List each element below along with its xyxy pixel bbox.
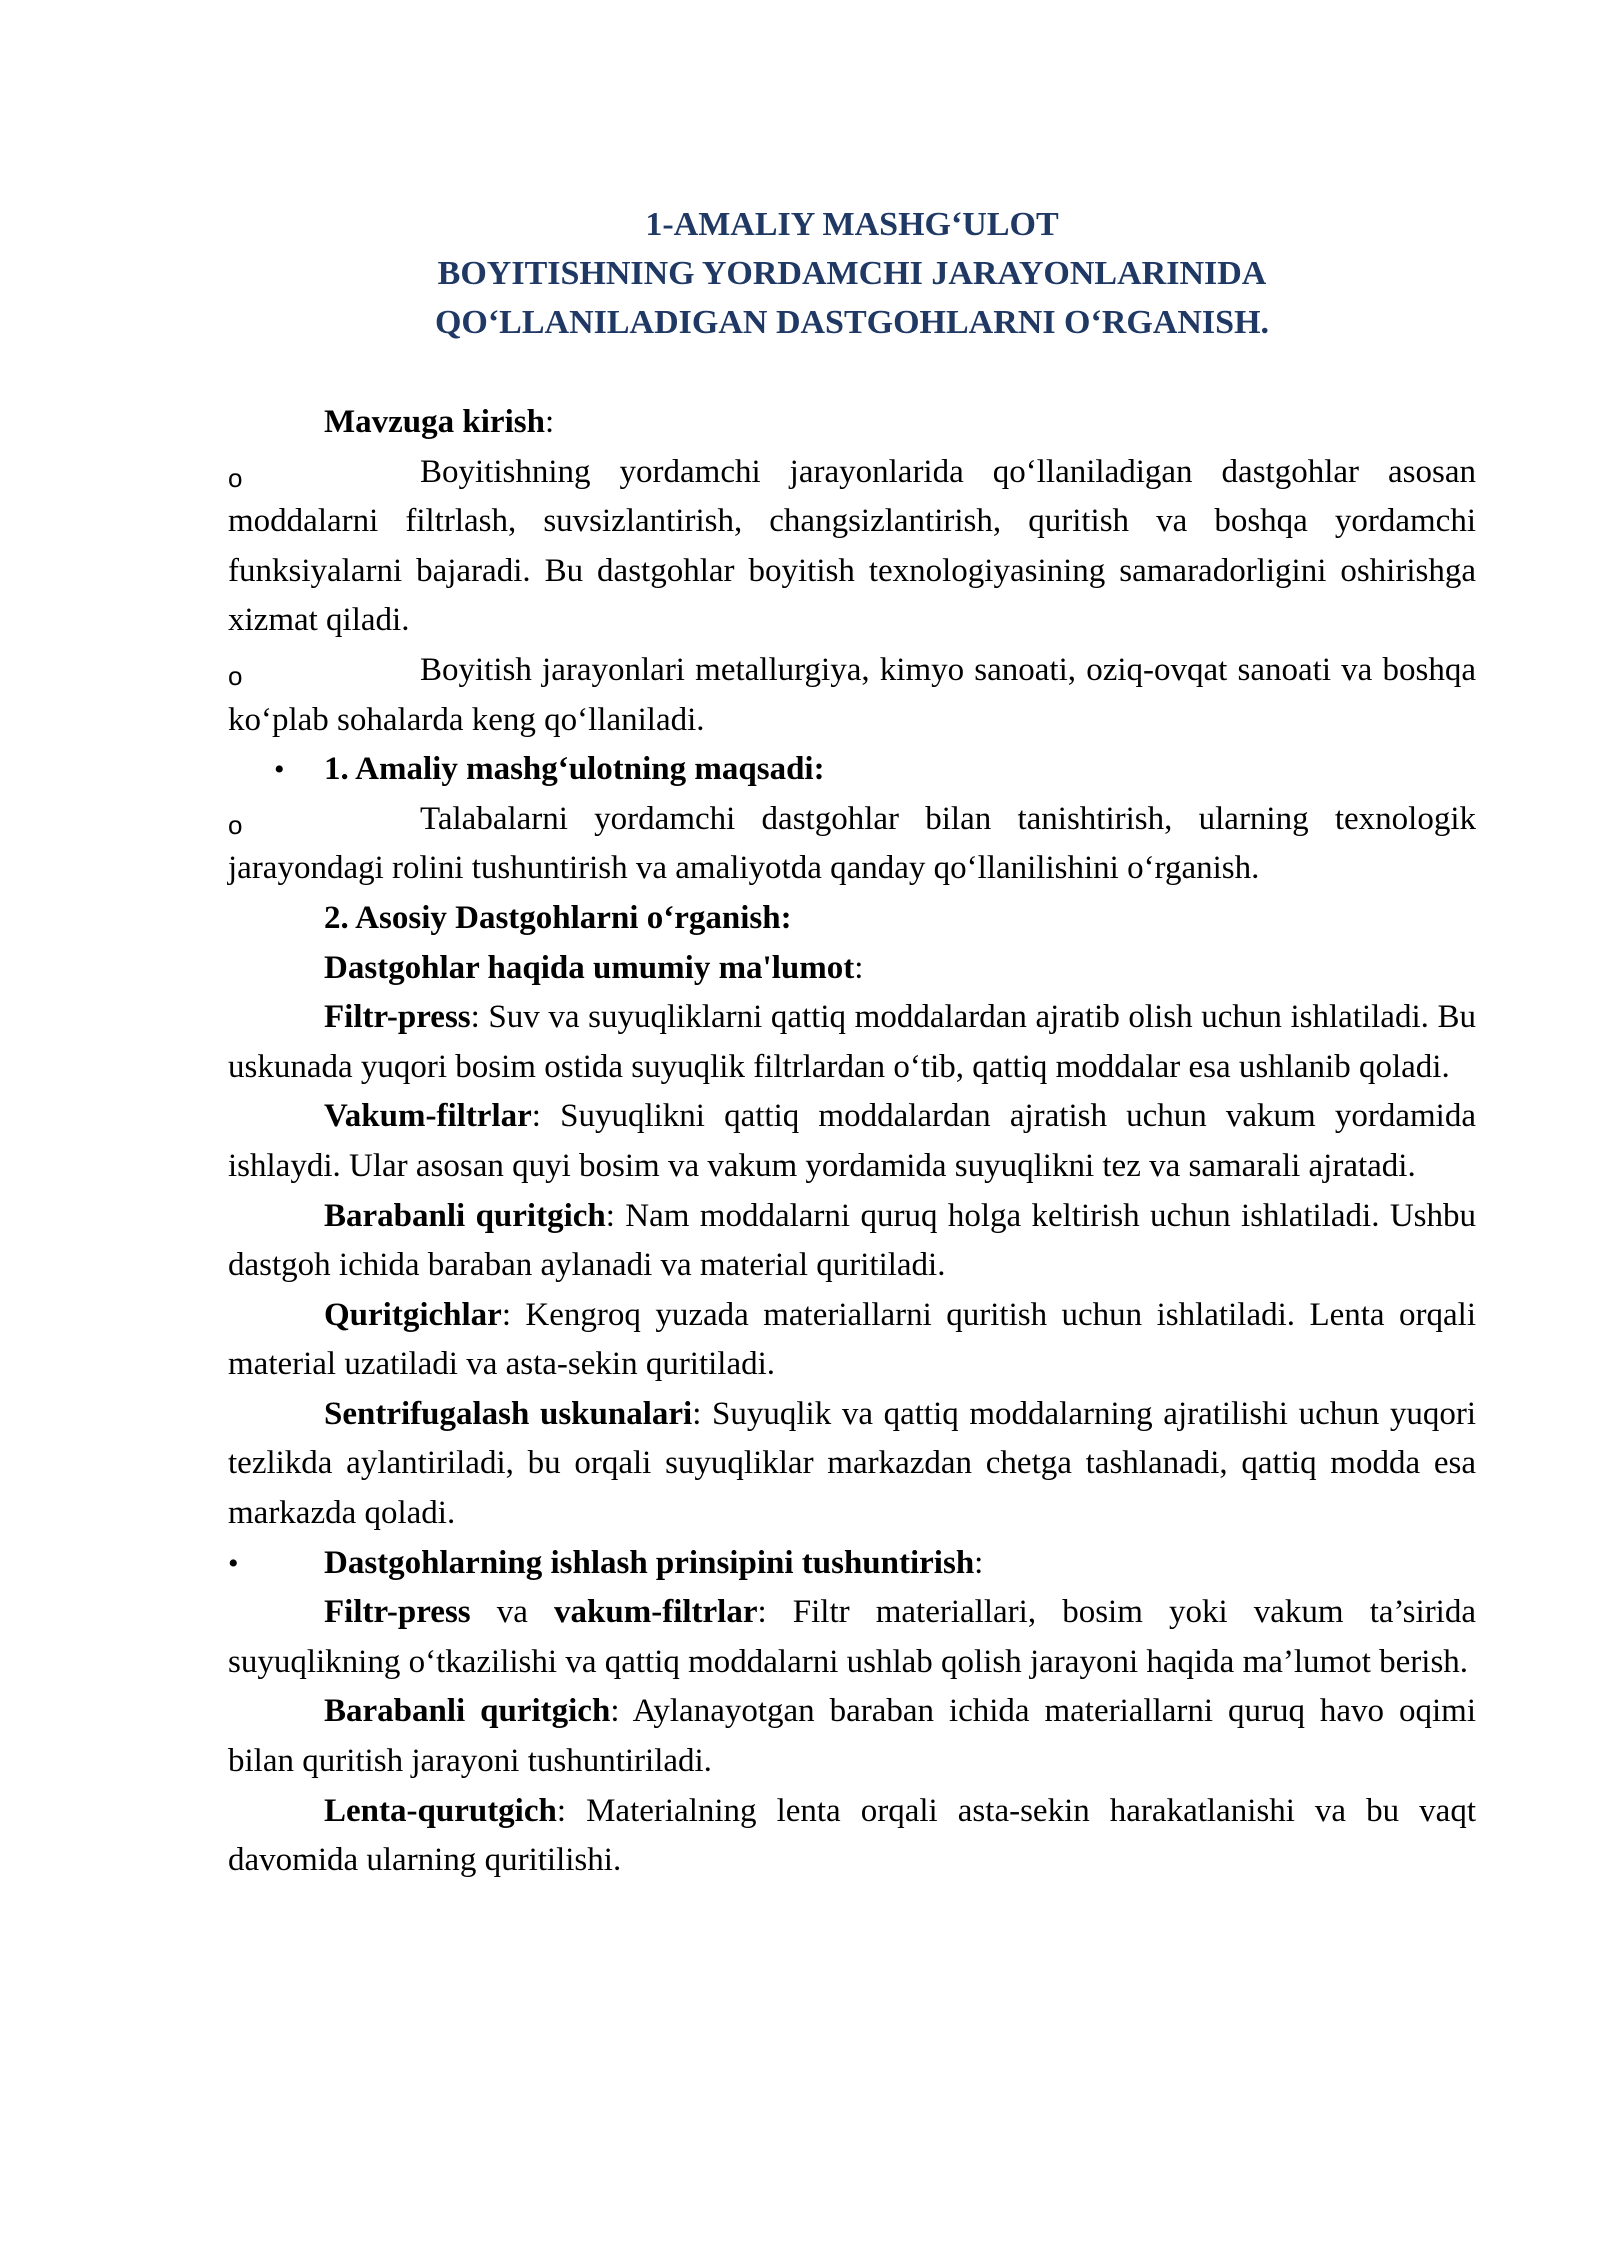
principles-heading-suffix: :	[974, 1544, 984, 1581]
circle-marker-icon: o	[228, 660, 243, 691]
device-description: : Kengroq yuzada materiallarni quritish uchun ishlatiladi. Lenta orqali material uzatiladi va asta-sekin quritiladi.	[228, 1296, 1476, 1383]
goal-heading-paragraph	[228, 745, 1476, 795]
circle-marker-icon: o	[228, 809, 243, 840]
intro-heading-suffix: :	[544, 404, 555, 440]
principle-description: : Aylanayotgan baraban ichida materiallarni quruq havo oqimi bilan quritish jarayoni tushuntiriladi.	[228, 1693, 1476, 1780]
document-title	[228, 200, 1476, 347]
principle-paragraph-lenta	[228, 1787, 1476, 1886]
intro-heading: Mavzuga kirish	[324, 404, 545, 440]
principles-heading: Dastgohlarning ishlash prinsipini tushuntirish	[324, 1544, 975, 1581]
principle-term: Barabanli quritgich	[324, 1693, 611, 1730]
device-description: : Suyuqlikni qattiq moddalardan ajratish uchun vakum yordamida ishlaydi. Ular asosan quyi bosim va vakum yordamida suyuqlikni tez va samarali ajratadi.	[228, 1098, 1476, 1184]
section2-subheading-suffix: :	[854, 949, 864, 986]
bullet-icon: •	[274, 753, 285, 787]
intro-item-1	[228, 448, 1476, 646]
intro-item-2-text: Boyitish jarayonlari metallurgiya, kimyo sanoati, oziq-ovqat sanoati va boshqa ko‘plab sohalarda keng qo‘llaniladi.	[228, 651, 1476, 738]
device-description: : Nam moddalarni quruq holga keltirish uchun ishlatiladi. Ushbu dastgoh ichida baraban aylanadi va material quritiladi.	[228, 1197, 1476, 1284]
device-description: : Suv va suyuqliklarni qattiq moddalardan ajratib olish uchun ishlatiladi. Bu uskunada yuqori bosim ostida suyuqlik filtrlardan o‘tib, qattiq moddalar esa ushlanib qoladi.	[228, 999, 1476, 1085]
device-term: Barabanli quritgich	[324, 1197, 606, 1234]
goal-item	[228, 795, 1476, 894]
device-paragraph-quritgichlar	[228, 1291, 1476, 1390]
section2-heading-paragraph	[228, 894, 1476, 944]
principle-description: : Materialning lenta orqali asta-sekin harakatlanishi va bu vaqt davomida ularning quritilishi.	[228, 1792, 1476, 1879]
principle-paragraph-filters	[228, 1588, 1476, 1687]
device-paragraph-filtr-press	[228, 993, 1476, 1092]
intro-item-1-text: Boyitishning yordamchi jarayonlarida qo‘llaniladigan dastgohlar asosan moddalarni filtrlash, suvsizlantirish, changsizlantirish, quritish va boshqa yordamchi funksiyalarni bajaradi. Bu dastgohlar boyitish texnologiyasining samaradorligini oshirishga xizmat qiladi.	[228, 453, 1476, 639]
title-line-1: 1-AMALIY MASHG‘ULOT	[645, 206, 1059, 243]
device-description: : Suyuqlik va qattiq moddalarning ajratilishi uchun yuqori tezlikda aylantiriladi, bu orqali suyuqliklar markazdan chetga tashlanadi, qattiq modda esa markazda qoladi.	[228, 1395, 1476, 1532]
device-term: Filtr-press	[324, 999, 471, 1036]
device-paragraph-vakum-filtrlar	[228, 1092, 1476, 1191]
principle-paragraph-baraban	[228, 1687, 1476, 1786]
device-term: Sentrifugalash uskunalari	[324, 1395, 693, 1432]
section2-subheading: Dastgohlar haqida umumiy ma'lumot	[324, 949, 855, 986]
intro-heading-paragraph	[228, 398, 1476, 448]
document-body	[228, 398, 1476, 1886]
section2-subheading-paragraph	[228, 944, 1476, 994]
device-term: Vakum-filtrlar	[324, 1098, 532, 1135]
goal-item-text: Talabalarni yordamchi dastgohlar bilan tanishtirish, ularning texnologik jarayondagi rolini tushuntirish va amaliyotda qanday qo‘llanilishini o‘rganish.	[228, 800, 1476, 887]
principle-description: : Filtr materiallari, bosim yoki vakum ta’sirida suyuqlikning o‘tkazilishi va qattiq moddalarni ushlab qolish jarayoni haqida ma’lumot berish.	[228, 1594, 1476, 1680]
title-line-3: QO‘LLANILADIGAN DASTGOHLARNI O‘RGANISH.	[434, 304, 1270, 341]
intro-item-2	[228, 646, 1476, 745]
goal-heading: 1. Amaliy mashg‘ulotning maqsadi:	[324, 751, 825, 788]
circle-marker-icon: o	[228, 462, 243, 493]
principles-heading-paragraph	[228, 1539, 1476, 1589]
device-paragraph-barabanli-quritgich	[228, 1192, 1476, 1291]
section2-heading: 2. Asosiy Dastgohlarni o‘rganish:	[324, 899, 792, 936]
bullet-icon: •	[228, 1546, 239, 1580]
device-paragraph-sentrifugalash	[228, 1390, 1476, 1539]
principle-term-a: Filtr-press	[324, 1594, 471, 1631]
device-term: Quritgichlar	[324, 1296, 502, 1333]
title-line-2: BOYITISHNING YORDAMCHI JARAYONLARINIDA	[437, 255, 1267, 292]
principle-term-b: vakum-filtrlar	[554, 1594, 758, 1631]
principle-joiner: va	[470, 1594, 555, 1631]
principle-term: Lenta-qurutgich	[324, 1792, 557, 1829]
